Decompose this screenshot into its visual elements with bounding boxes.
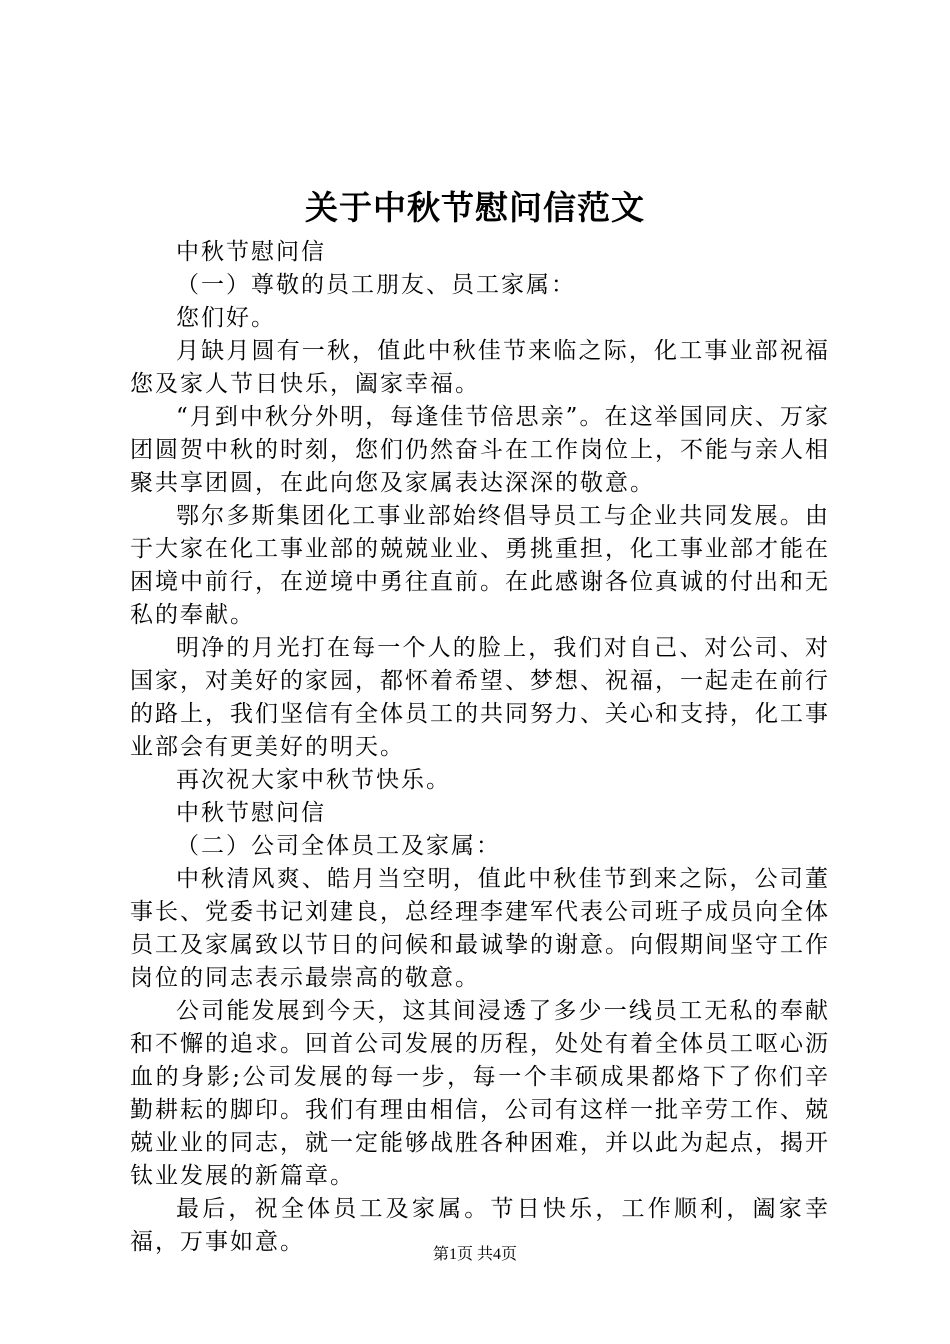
paragraph: （二）公司全体员工及家属： [176, 833, 501, 859]
document-title: 关于中秋节慰问信范文 [305, 188, 645, 227]
paragraph: 中秋节慰问信 [176, 239, 326, 265]
document-body [130, 236, 830, 1259]
paragraph: 中秋清风爽、皓月当空明，值此中秋佳节到来之际，公司董事长、党委书记刘建良，总经理李建军代表公司班子成员向全体员工及家属致以节日的问候和最诚挚的谢意。向假期间坚守工作岗位的同志表示最崇高的敬意。 [130, 866, 830, 991]
paragraph: “月到中秋分外明，每逢佳节倍思亲”。在这举国同庆、万家团圆贺中秋的时刻，您们仍然奋斗在工作岗位上，不能与亲人相聚共享团圆，在此向您及家属表达深深的敬意。 [130, 404, 830, 496]
paragraph: 您们好。 [176, 305, 276, 331]
paragraph: 明净的月光打在每一个人的脸上，我们对自己、对公司、对国家，对美好的家园，都怀着希望、梦想、祝福，一起走在前行的路上，我们坚信有全体员工的共同努力、关心和支持，化工事业部会有更美好的明天。 [130, 635, 830, 760]
paragraph: 中秋节慰问信 [176, 800, 326, 826]
page-footer: 第1页 共4页 [432, 1246, 517, 1263]
paragraph: 公司能发展到今天，这其间浸透了多少一线员工无私的奉献和不懈的追求。回首公司发展的历程，处处有着全体员工呕心沥血的身影;公司发展的每一步，每一个丰硕成果都烙下了你们辛勤耕耘的脚印。我们有理由相信，公司有这样一批辛劳工作、兢兢业业的同志，就一定能够战胜各种困难，并以此为起点，揭开钛业发展的新篇章。 [130, 998, 830, 1189]
paragraph: 月缺月圆有一秋，值此中秋佳节来临之际，化工事业部祝福您及家人节日快乐，阖家幸福。 [130, 338, 830, 397]
paragraph: 鄂尔多斯集团化工事业部始终倡导员工与企业共同发展。由于大家在化工事业部的兢兢业业、勇挑重担，化工事业部才能在困境中前行，在逆境中勇往直前。在此感谢各位真诚的付出和无私的奉献。 [130, 503, 830, 628]
paragraph: 再次祝大家中秋节快乐。 [176, 767, 451, 793]
paragraph: 最后，祝全体员工及家属。节日快乐，工作顺利，阖家幸福，万事如意。 [130, 1196, 830, 1255]
paragraph: （一）尊敬的员工朋友、员工家属： [176, 272, 576, 298]
